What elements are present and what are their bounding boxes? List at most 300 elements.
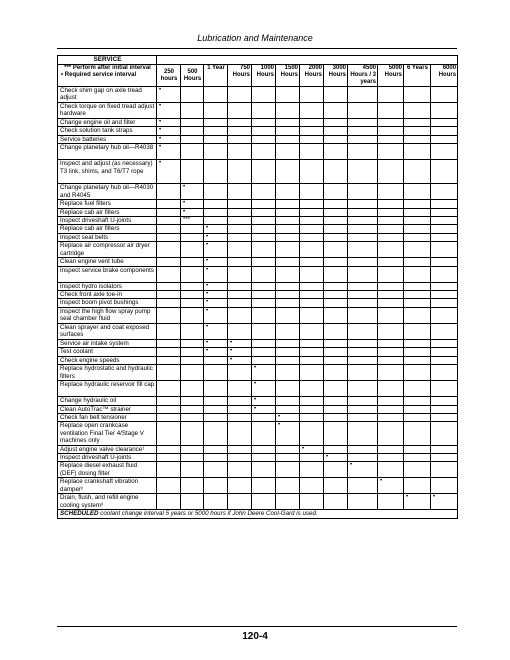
interval-cell [431, 160, 458, 184]
interval-cell [276, 135, 300, 143]
interval-cell [300, 160, 324, 184]
interval-cell [348, 291, 378, 299]
interval-cell: • [157, 160, 181, 184]
column-header: 5000 Hours [378, 65, 404, 87]
service-task: Inspect service brake components [58, 266, 157, 282]
table-row [58, 422, 458, 445]
interval-cell [431, 217, 458, 225]
column-header: 1 Year [204, 65, 228, 87]
interval-cell [252, 282, 276, 290]
interval-cell [276, 160, 300, 184]
interval-cell [157, 233, 181, 241]
column-header: 500 Hours [181, 65, 204, 87]
interval-cell [404, 405, 431, 413]
interval-cell [348, 299, 378, 307]
interval-cell [404, 282, 431, 290]
interval-cell [181, 405, 204, 413]
interval-cell [204, 445, 228, 453]
interval-cell [404, 184, 431, 200]
interval-cell [300, 494, 324, 510]
table-row [58, 494, 458, 510]
interval-cell [300, 127, 324, 135]
interval-cell [276, 144, 300, 160]
interval-cell [252, 144, 276, 160]
interval-cell [252, 242, 276, 258]
table-row [58, 208, 458, 216]
interval-cell [300, 103, 324, 119]
interval-cell [204, 381, 228, 397]
interval-cell [431, 225, 458, 233]
interval-cell [300, 119, 324, 127]
interval-cell: *** [181, 217, 204, 225]
interval-cell [431, 405, 458, 413]
interval-cell [252, 422, 276, 445]
service-task: Inspect boom pivot bushings [58, 299, 157, 307]
interval-cell: • [204, 225, 228, 233]
interval-cell [252, 299, 276, 307]
interval-cell: • [204, 258, 228, 266]
interval-cell: • [252, 397, 276, 405]
interval-cell [348, 494, 378, 510]
interval-cell [378, 266, 404, 282]
interval-cell [378, 160, 404, 184]
interval-cell [300, 87, 324, 103]
interval-cell [431, 258, 458, 266]
interval-cell [378, 200, 404, 208]
interval-cell [300, 397, 324, 405]
interval-cell [228, 225, 252, 233]
service-task: Change engine oil and filter [58, 119, 157, 127]
interval-cell [404, 242, 431, 258]
legend-cell [58, 65, 157, 87]
table-row [58, 291, 458, 299]
interval-cell [300, 144, 324, 160]
interval-cell [324, 208, 348, 216]
interval-cell: • [181, 184, 204, 200]
service-task: Check torque on fixed tread adjust hardware [58, 103, 157, 119]
interval-cell [276, 462, 300, 478]
interval-cell [378, 413, 404, 421]
interval-cell [228, 299, 252, 307]
interval-cell [157, 365, 181, 381]
interval-cell [324, 225, 348, 233]
interval-cell [252, 291, 276, 299]
interval-cell: • [204, 323, 228, 339]
interval-cell [157, 291, 181, 299]
interval-cell: • [228, 339, 252, 347]
interval-cell [378, 494, 404, 510]
interval-cell [378, 365, 404, 381]
interval-cell [252, 119, 276, 127]
interval-cell [204, 200, 228, 208]
interval-cell [300, 405, 324, 413]
interval-cell: • [204, 307, 228, 323]
interval-cell [276, 291, 300, 299]
interval-cell [404, 266, 431, 282]
interval-cell [324, 127, 348, 135]
interval-cell [181, 494, 204, 510]
interval-cell [181, 339, 204, 347]
interval-cell [204, 208, 228, 216]
service-task: Clean AutoTrac™ strainer [58, 405, 157, 413]
interval-cell [300, 217, 324, 225]
interval-cell [348, 422, 378, 445]
table-row [58, 405, 458, 413]
interval-cell [300, 282, 324, 290]
interval-cell [348, 258, 378, 266]
interval-cell [431, 422, 458, 445]
interval-cell [348, 453, 378, 461]
interval-cell [181, 445, 204, 453]
interval-cell [404, 258, 431, 266]
interval-cell [300, 233, 324, 241]
interval-cell [300, 242, 324, 258]
interval-cell: • [378, 478, 404, 494]
interval-cell [252, 225, 276, 233]
service-task: Replace air compressor air dryer cartridge [58, 242, 157, 258]
interval-cell [300, 208, 324, 216]
interval-cell [324, 299, 348, 307]
interval-cell [378, 397, 404, 405]
interval-cell [404, 356, 431, 364]
interval-cell [157, 242, 181, 258]
interval-cell [324, 242, 348, 258]
interval-cell [404, 225, 431, 233]
interval-cell [252, 307, 276, 323]
interval-cell [348, 87, 378, 103]
table-row [58, 307, 458, 323]
interval-cell [228, 233, 252, 241]
table-row [58, 462, 458, 478]
interval-cell [324, 307, 348, 323]
table-row [58, 119, 458, 127]
interval-cell [348, 478, 378, 494]
interval-cell [300, 266, 324, 282]
interval-cell [348, 405, 378, 413]
interval-cell [157, 445, 181, 453]
interval-cell [348, 348, 378, 356]
service-task: Check solution tank straps [58, 127, 157, 135]
interval-cell [404, 348, 431, 356]
interval-cell: • [204, 348, 228, 356]
interval-cell [348, 381, 378, 397]
interval-cell [228, 397, 252, 405]
interval-cell [228, 135, 252, 143]
interval-cell [404, 339, 431, 347]
interval-cell [276, 200, 300, 208]
interval-cell [204, 494, 228, 510]
interval-cell [404, 208, 431, 216]
interval-cell [404, 323, 431, 339]
interval-cell [276, 348, 300, 356]
table-row [58, 397, 458, 405]
interval-cell [276, 356, 300, 364]
interval-cell [300, 422, 324, 445]
interval-cell [276, 405, 300, 413]
interval-cell [276, 208, 300, 216]
interval-cell [157, 453, 181, 461]
interval-cell [228, 307, 252, 323]
interval-cell [181, 356, 204, 364]
interval-cell [181, 323, 204, 339]
interval-cell [204, 135, 228, 143]
interval-cell [348, 282, 378, 290]
interval-cell [348, 160, 378, 184]
interval-cell [404, 478, 431, 494]
table-row [58, 127, 458, 135]
service-task: Change planetary hub oil—R4038 [58, 144, 157, 160]
interval-cell [348, 225, 378, 233]
table-row [58, 135, 458, 143]
interval-cell: • [181, 208, 204, 216]
interval-cell [157, 478, 181, 494]
interval-cell [181, 135, 204, 143]
interval-cell: • [348, 462, 378, 478]
interval-cell [404, 144, 431, 160]
interval-cell: • [204, 299, 228, 307]
interval-cell [181, 144, 204, 160]
interval-cell [228, 462, 252, 478]
interval-cell [228, 266, 252, 282]
interval-cell [276, 266, 300, 282]
table-row [58, 160, 458, 184]
perform-after-label: *** Perform after initial interval [64, 65, 151, 71]
interval-cell [157, 381, 181, 397]
interval-cell [431, 144, 458, 160]
interval-cell [276, 119, 300, 127]
interval-cell [252, 208, 276, 216]
interval-cell [431, 135, 458, 143]
interval-cell [300, 478, 324, 494]
service-task: Inspect hydro isolators [58, 282, 157, 290]
service-task: Replace cab air filters [58, 208, 157, 216]
interval-cell [157, 462, 181, 478]
interval-cell [378, 291, 404, 299]
footnote [58, 510, 458, 518]
interval-cell [181, 397, 204, 405]
interval-cell [324, 413, 348, 421]
service-task: Check front axle toe-in [58, 291, 157, 299]
interval-cell [431, 445, 458, 453]
interval-cell [324, 233, 348, 241]
interval-cell [378, 323, 404, 339]
interval-cell [324, 119, 348, 127]
header-rule [57, 48, 457, 49]
interval-cell: • [181, 200, 204, 208]
interval-cell [348, 184, 378, 200]
interval-cell: • [300, 445, 324, 453]
required-interval-label: • Required service interval [61, 72, 137, 78]
interval-cell [404, 135, 431, 143]
column-header: 1000 Hours [252, 65, 276, 87]
interval-cell [157, 405, 181, 413]
interval-cell [404, 445, 431, 453]
column-header: 4500 Hours / 3 years [348, 65, 378, 87]
interval-cell [252, 356, 276, 364]
service-task: Inspect seat belts [58, 233, 157, 241]
interval-cell [252, 348, 276, 356]
interval-cell [252, 339, 276, 347]
interval-cell [276, 217, 300, 225]
interval-cell [181, 266, 204, 282]
interval-cell [404, 462, 431, 478]
interval-cell [204, 356, 228, 364]
interval-cell [181, 160, 204, 184]
interval-cell [252, 478, 276, 494]
interval-cell [348, 208, 378, 216]
interval-cell: • [204, 266, 228, 282]
interval-cell [228, 453, 252, 461]
interval-cell [228, 494, 252, 510]
interval-cell [157, 422, 181, 445]
service-task: Replace fuel filters [58, 200, 157, 208]
interval-cell [300, 413, 324, 421]
interval-cell [181, 233, 204, 241]
interval-cell [431, 233, 458, 241]
interval-cell [300, 184, 324, 200]
table-row [58, 348, 458, 356]
interval-cell [157, 266, 181, 282]
table-row [58, 217, 458, 225]
interval-cell [404, 453, 431, 461]
interval-cell: • [252, 405, 276, 413]
schedule-rows [58, 87, 458, 510]
service-task: Adjust engine valve clearance¹ [58, 445, 157, 453]
interval-cell [404, 87, 431, 103]
column-header: 1500 Hours [276, 65, 300, 87]
interval-cell [157, 356, 181, 364]
table-row [58, 87, 458, 103]
table-row [58, 258, 458, 266]
interval-cell [276, 184, 300, 200]
interval-cell [204, 217, 228, 225]
interval-cell [431, 266, 458, 282]
interval-cell [228, 291, 252, 299]
interval-cell [300, 200, 324, 208]
interval-cell [181, 365, 204, 381]
interval-cell [378, 127, 404, 135]
interval-cell [300, 323, 324, 339]
interval-cell [378, 225, 404, 233]
interval-cell [252, 217, 276, 225]
interval-cell [300, 339, 324, 347]
table-row [58, 339, 458, 347]
interval-cell [252, 453, 276, 461]
interval-cell [431, 291, 458, 299]
interval-cell [181, 87, 204, 103]
interval-cell [431, 462, 458, 478]
service-task: Check shim gap on axle tread adjust [58, 87, 157, 103]
interval-cell [181, 478, 204, 494]
table-row [58, 381, 458, 397]
interval-cell [348, 339, 378, 347]
interval-cell [252, 103, 276, 119]
interval-cell [157, 307, 181, 323]
interval-cell [252, 266, 276, 282]
interval-cell [181, 462, 204, 478]
interval-cell [157, 200, 181, 208]
interval-cell [378, 453, 404, 461]
interval-cell [348, 127, 378, 135]
interval-cell [276, 339, 300, 347]
interval-cell [324, 365, 348, 381]
interval-cell [324, 462, 348, 478]
interval-cell [348, 307, 378, 323]
table-row [58, 299, 458, 307]
interval-cell [300, 299, 324, 307]
service-task: Service air intake system [58, 339, 157, 347]
interval-cell [252, 258, 276, 266]
interval-cell [404, 413, 431, 421]
interval-cell [378, 103, 404, 119]
interval-cell [228, 127, 252, 135]
interval-cell [404, 160, 431, 184]
interval-cell: • [431, 494, 458, 510]
interval-cell [404, 119, 431, 127]
footnote-text: coolant change interval 5 years or 5000 hours if John Deere Cool-Gard is used. [98, 510, 318, 518]
interval-cell [431, 299, 458, 307]
interval-cell [348, 413, 378, 421]
interval-cell [157, 397, 181, 405]
interval-cell [404, 217, 431, 225]
interval-cell [431, 356, 458, 364]
interval-cell [228, 258, 252, 266]
service-task: Change planetary hub oil—R4030 and R4045 [58, 184, 157, 200]
interval-cell [300, 135, 324, 143]
interval-cell [431, 453, 458, 461]
interval-cell [276, 282, 300, 290]
service-task: Replace hydrostatic and hydraulic filters [58, 365, 157, 381]
interval-cell [204, 87, 228, 103]
interval-cell [252, 462, 276, 478]
interval-cell [300, 462, 324, 478]
interval-cell [228, 323, 252, 339]
interval-cell [348, 356, 378, 364]
interval-cell [300, 291, 324, 299]
interval-cell [431, 381, 458, 397]
interval-cell [404, 365, 431, 381]
interval-cell [276, 365, 300, 381]
interval-cell: • [252, 365, 276, 381]
interval-cell [348, 233, 378, 241]
service-task: Replace hydraulic reservoir fill cap [58, 381, 157, 397]
interval-cell [157, 494, 181, 510]
interval-cell [300, 225, 324, 233]
interval-cell: • [404, 494, 431, 510]
interval-cell [157, 184, 181, 200]
interval-cell [324, 291, 348, 299]
service-task: Check fan belt tensioner [58, 413, 157, 421]
interval-cell [348, 266, 378, 282]
interval-cell [431, 397, 458, 405]
interval-cell [324, 282, 348, 290]
interval-cell: • [204, 339, 228, 347]
interval-cell [404, 127, 431, 135]
service-task: Change hydraulic oil [58, 397, 157, 405]
interval-cell [252, 445, 276, 453]
interval-cell [252, 160, 276, 184]
service-task: Inspect and adjust (as necessary) T3 link, shims, and T6/T7 rope [58, 160, 157, 184]
table-row [58, 445, 458, 453]
service-task: Replace diesel exhaust fluid (DEF) dosing filter [58, 462, 157, 478]
interval-cell [431, 127, 458, 135]
interval-cell [324, 160, 348, 184]
interval-cell [228, 242, 252, 258]
interval-cell: • [252, 381, 276, 397]
table-row [58, 225, 458, 233]
interval-cell [378, 339, 404, 347]
interval-cell [378, 405, 404, 413]
